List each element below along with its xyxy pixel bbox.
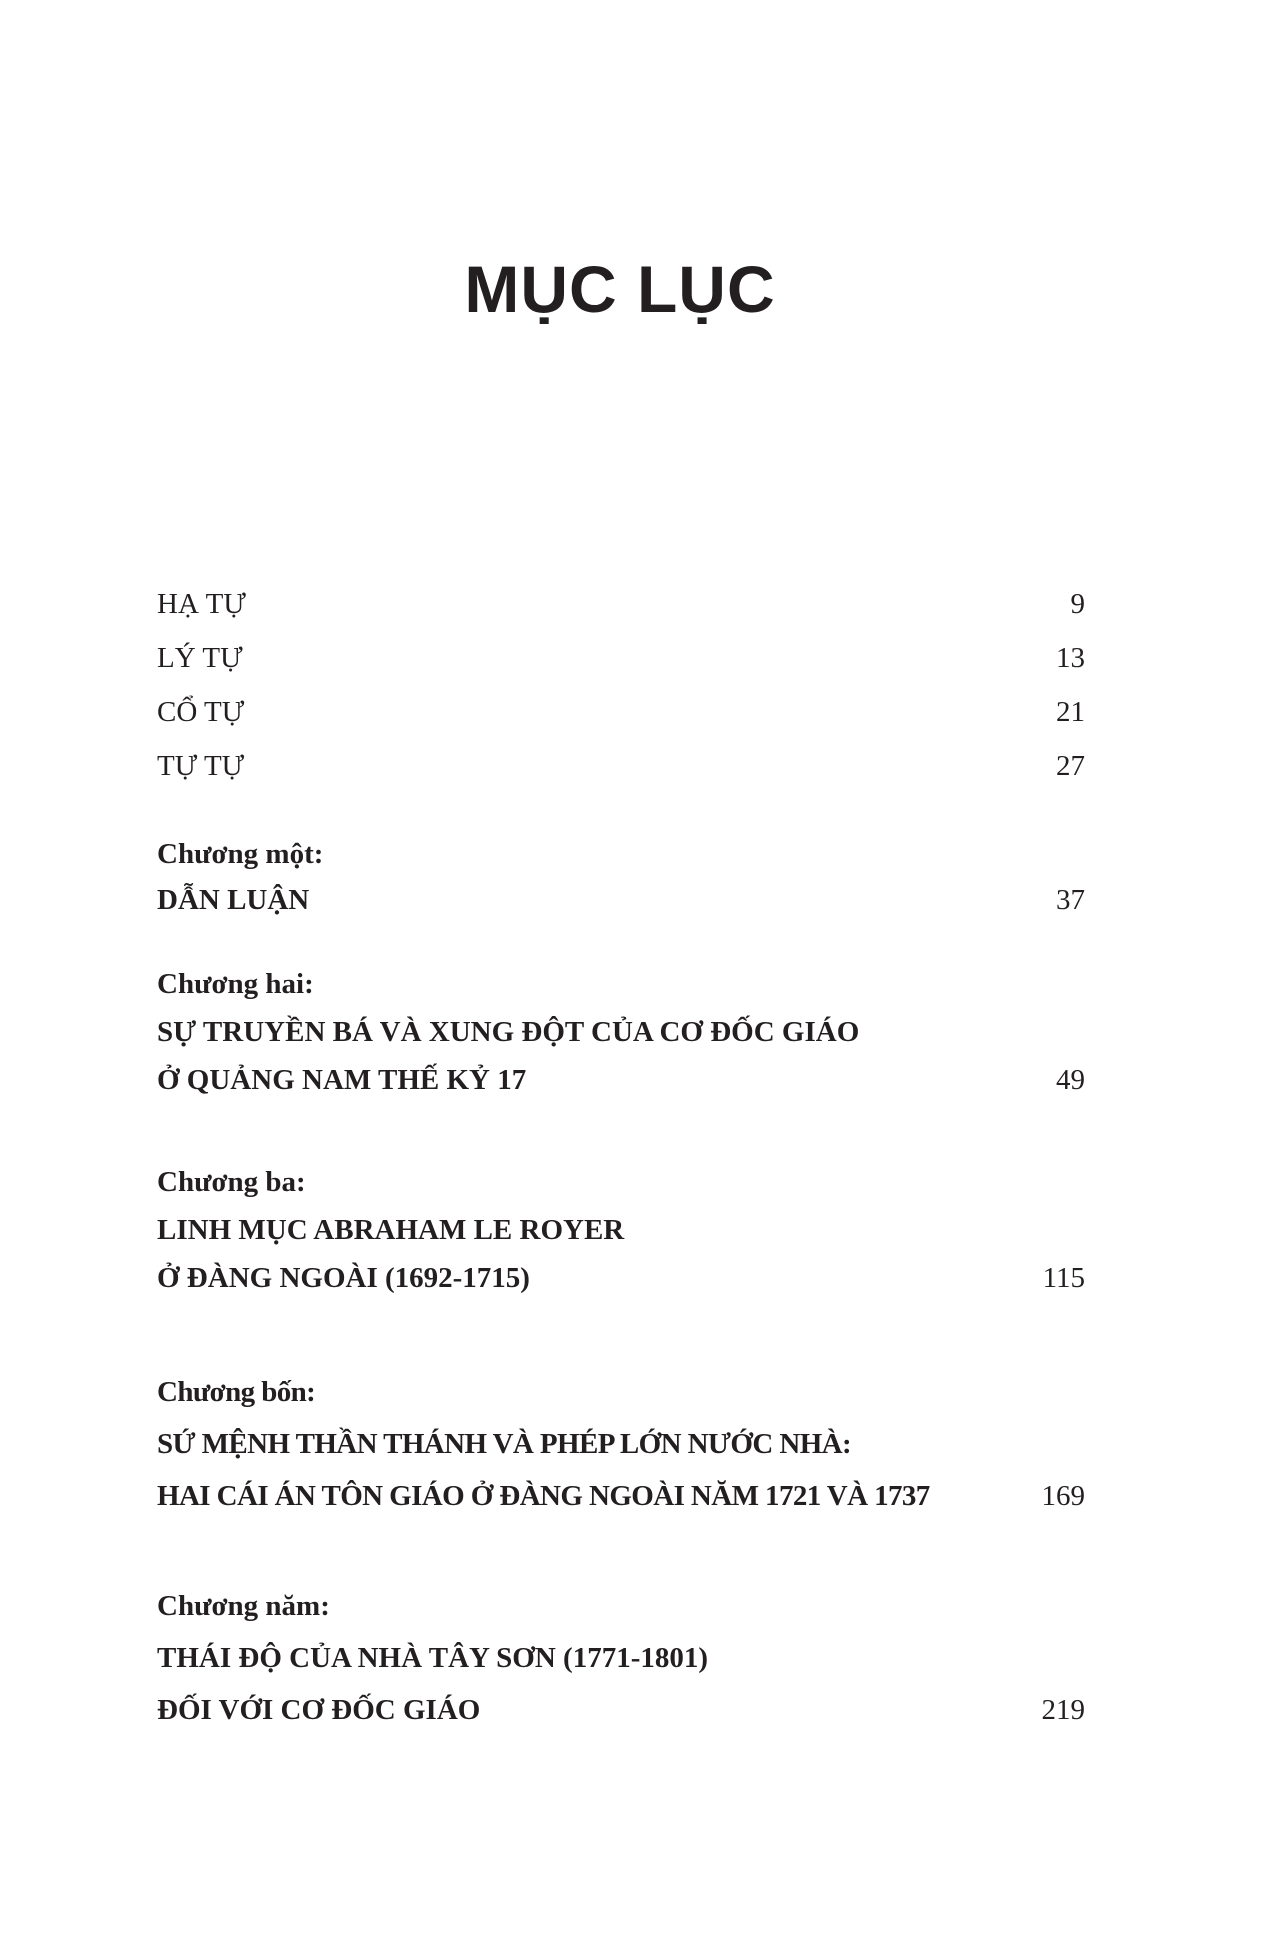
toc-entry-preface-3 — [157, 692, 1085, 732]
chapter-page-number: 115 — [1042, 1262, 1085, 1294]
toc-entry-page-number: 13 — [1056, 642, 1085, 674]
toc-entry-label: LÝ TỰ — [157, 642, 243, 674]
chapter-page-number: 169 — [1041, 1480, 1085, 1512]
chapter-page-number: 219 — [1041, 1694, 1085, 1726]
chapter-5-title-line-1 — [157, 1638, 1085, 1678]
chapter-title: THÁI ĐỘ CỦA NHÀ TÂY SƠN (1771-1801) — [157, 1642, 709, 1674]
chapter-3-heading — [157, 1162, 1085, 1202]
chapter-page-number: 37 — [1056, 884, 1085, 916]
toc-entry-preface-2 — [157, 638, 1085, 678]
chapter-heading: Chương năm: — [157, 1590, 330, 1622]
chapter-3-title-line-2 — [157, 1258, 1085, 1298]
chapter-1-title-line-1 — [157, 880, 1085, 920]
toc-entry-label: TỰ TỰ — [157, 750, 245, 782]
chapter-title: SỨ MỆNH THẦN THÁNH VÀ PHÉP LỚN NƯỚC NHÀ: — [157, 1428, 852, 1460]
toc-entry-preface-1 — [157, 584, 1085, 624]
chapter-2-heading — [157, 964, 1085, 1004]
chapter-heading: Chương hai: — [157, 968, 314, 1000]
chapter-2-title-line-1 — [157, 1012, 1085, 1052]
chapter-3-title-line-1 — [157, 1210, 1085, 1250]
chapter-5-title-line-2 — [157, 1690, 1085, 1730]
chapter-title: Ở QUẢNG NAM THẾ KỶ 17 — [157, 1064, 527, 1096]
toc-entry-preface-4 — [157, 746, 1085, 786]
toc-entry-label: HẠ TỰ — [157, 588, 246, 620]
chapter-heading: Chương bốn: — [157, 1376, 316, 1408]
chapter-heading: Chương một: — [157, 838, 324, 870]
chapter-heading: Chương ba: — [157, 1166, 306, 1198]
toc-entry-page-number: 21 — [1056, 696, 1085, 728]
chapter-title: HAI CÁI ÁN TÔN GIÁO Ở ĐÀNG NGOÀI NĂM 1721 VÀ 1737 — [157, 1480, 930, 1512]
chapter-1-heading — [157, 834, 1085, 874]
toc-entry-page-number: 9 — [1070, 588, 1085, 620]
chapter-title: DẪN LUẬN — [157, 884, 310, 916]
toc-entry-label: CỔ TỰ — [157, 696, 245, 728]
chapter-4-heading — [157, 1372, 1085, 1412]
chapter-title: SỰ TRUYỀN BÁ VÀ XUNG ĐỘT CỦA CƠ ĐỐC GIÁO — [157, 1016, 860, 1048]
toc-entry-page-number: 27 — [1056, 750, 1085, 782]
chapter-5-heading — [157, 1586, 1085, 1626]
page-title: MỤC LỤC — [464, 252, 776, 326]
chapter-2-title-line-2 — [157, 1060, 1085, 1100]
chapter-page-number: 49 — [1056, 1064, 1085, 1096]
chapter-title: Ở ĐÀNG NGOÀI (1692-1715) — [157, 1262, 530, 1294]
chapter-4-title-line-1 — [157, 1424, 1085, 1464]
chapter-4-title-line-2 — [157, 1476, 1085, 1516]
chapter-title: ĐỐI VỚI CƠ ĐỐC GIÁO — [157, 1694, 481, 1726]
chapter-title: LINH MỤC ABRAHAM LE ROYER — [157, 1214, 625, 1246]
